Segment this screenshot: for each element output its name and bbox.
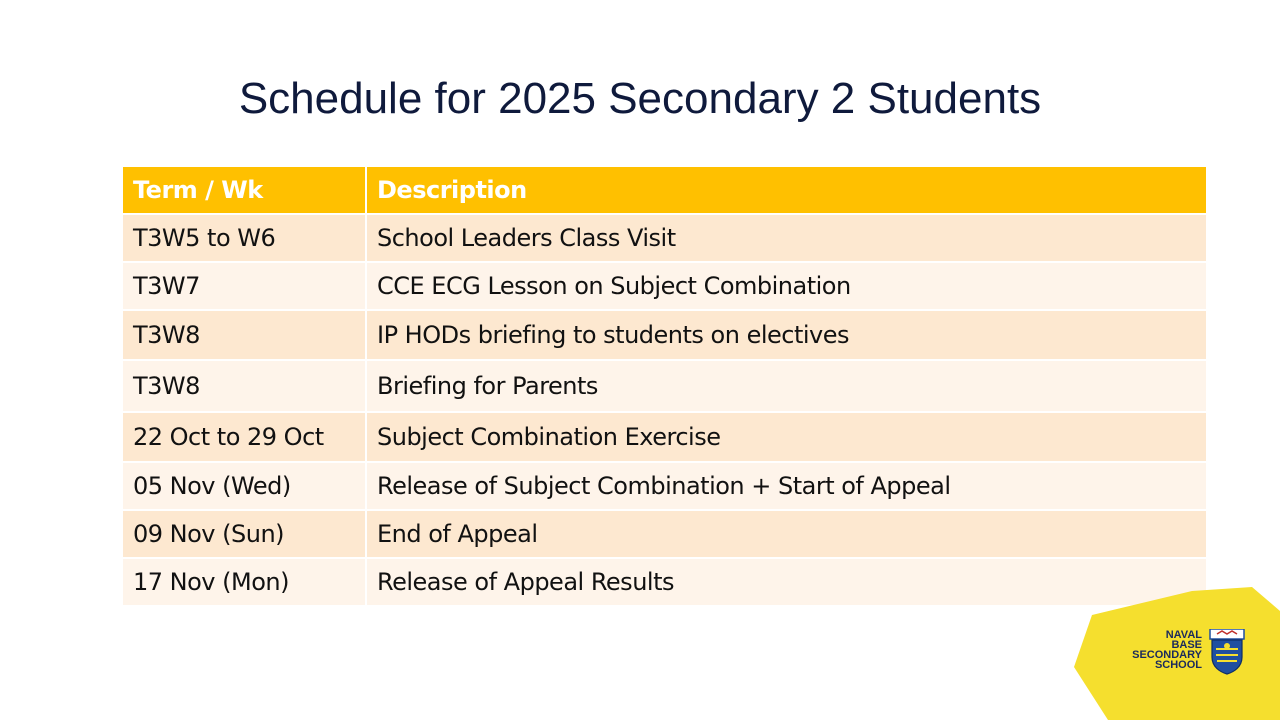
table-row [123,462,1206,510]
schedule-table [123,167,1206,607]
description-cell: Briefing for Parents [366,360,1206,412]
description-cell: Subject Combination Exercise [366,412,1206,462]
table-row [123,310,1206,360]
term-week-cell: 09 Nov (Sun) [123,510,366,558]
table-header-row [123,167,1206,214]
logo-line-secondary: SECONDARY [1132,649,1202,661]
term-week-cell: 22 Oct to 29 Oct [123,412,366,462]
description-cell: CCE ECG Lesson on Subject Combination [366,262,1206,310]
term-week-cell: T3W7 [123,262,366,310]
description-cell: School Leaders Class Visit [366,214,1206,262]
table-row [123,214,1206,262]
term-week-cell: T3W5 to W6 [123,214,366,262]
description-cell: End of Appeal [366,510,1206,558]
table-row [123,412,1206,462]
table-row [123,360,1206,412]
column-header-description: Description [366,167,1206,214]
logo-line-naval: NAVAL [1165,629,1202,641]
description-cell: Release of Subject Combination + Start of Appeal [366,462,1206,510]
school-name-logo-text [1110,630,1202,670]
logo-line-school: SCHOOL [1154,659,1202,671]
slide-title: Schedule for 2025 Secondary 2 Students [238,74,1042,123]
term-week-cell: T3W8 [123,360,366,412]
description-cell: IP HODs briefing to students on electives [366,310,1206,360]
school-crest-icon [1208,629,1246,675]
table-row [123,262,1206,310]
term-week-cell: T3W8 [123,310,366,360]
description-cell: Release of Appeal Results [366,558,1206,606]
table-row [123,558,1206,606]
table-row [123,510,1206,558]
column-header-term-week: Term / Wk [123,167,366,214]
logo-line-base: BASE [1171,639,1202,651]
term-week-cell: 17 Nov (Mon) [123,558,366,606]
term-week-cell: 05 Nov (Wed) [123,462,366,510]
